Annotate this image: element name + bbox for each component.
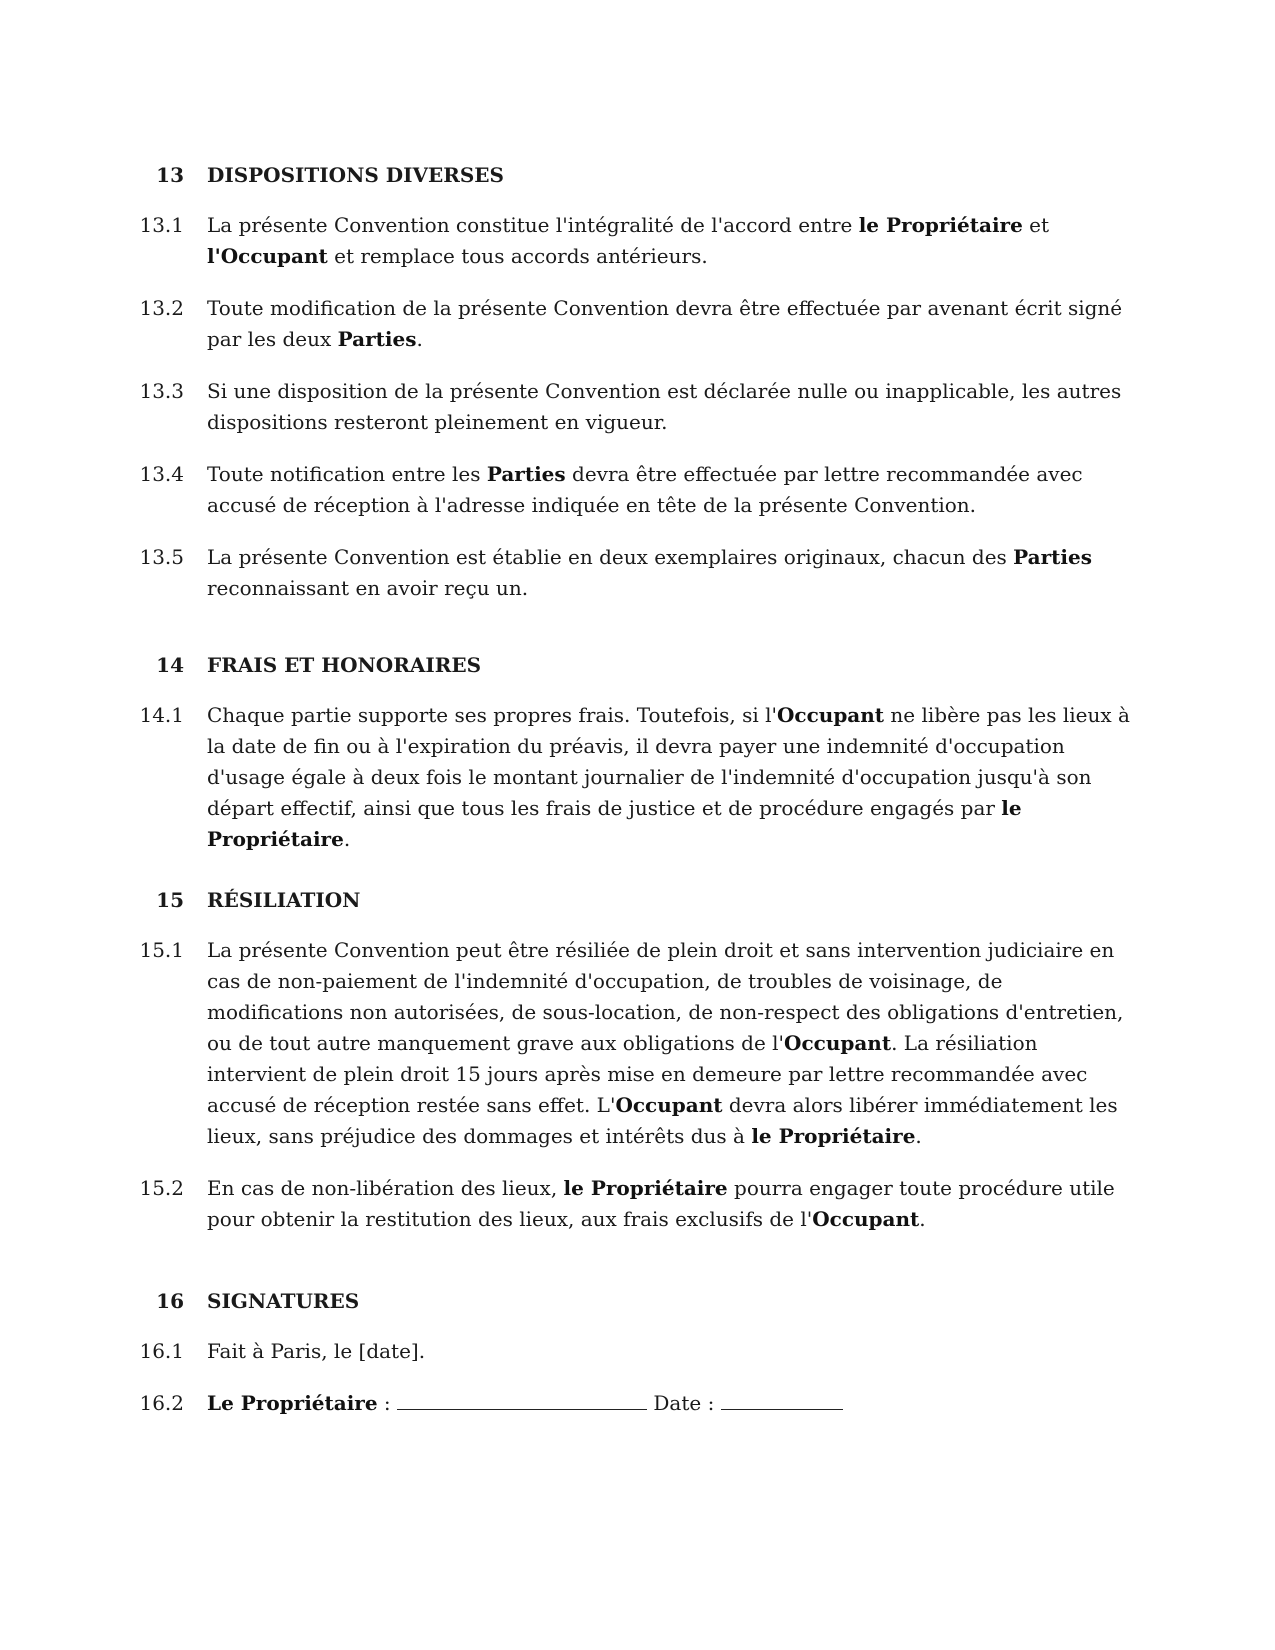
section-number: 14: [156, 653, 184, 677]
bold-term: Le Propriétaire: [207, 1391, 378, 1415]
clause-text: Le Propriétaire : Date :: [207, 1388, 1132, 1419]
section-16: [0, 1286, 1275, 1440]
section-13: [0, 160, 1275, 625]
clause-text: Toute notification entre les Parties devra être effectuée par lettre recommandée avec accusé de réception à l'adresse indiquée en tête de la présente Convention.: [207, 462, 1083, 517]
clause-13-2: [0, 293, 1275, 355]
clause-text: Fait à Paris, le [date].: [207, 1339, 426, 1363]
clause-text: Chaque partie supporte ses propres frais. Toutefois, si l'Occupant ne libère pas les lieux à la date de fin ou à l'expiration du préavis, il devra payer une indemnité d'occupation d'usage égale à deux fois le montant journalier de l'indemnité d'occupation jusqu'à son départ effectif, ainsi que tous les frais de justice et de procédure engagés par le Propriétaire.: [207, 703, 1130, 851]
clause-14-1: [0, 700, 1275, 855]
section-15: [0, 885, 1275, 1256]
bold-term: Occupant: [615, 1093, 723, 1117]
clause-13-4: [0, 459, 1275, 521]
clause-number: 16.1: [139, 1339, 184, 1363]
clause-16-2: [0, 1388, 1275, 1419]
clause-15-1: [0, 935, 1275, 1152]
clause-number: 13.4: [139, 462, 184, 486]
clause-number: 13.3: [139, 379, 184, 403]
bold-term: l'Occupant: [207, 244, 328, 268]
bold-term: le Propriétaire: [563, 1176, 728, 1200]
clause-number: 13.5: [139, 545, 184, 569]
clause-text: La présente Convention peut être résiliée de plein droit et sans intervention judiciaire en cas de non-paiement de l'indemnité d'occupation, de troubles de voisinage, de modifications non autorisées, de sous-location, de non-respect des obligations d'entretien, ou de tout autre manquement grave aux obligations de l'Occupant. La résiliation intervient de plein droit 15 jours après mise en demeure par lettre recommandée avec accusé de réception restée sans effet. L'Occupant devra alors libérer immédiatement les lieux, sans préjudice des dommages et intérêts dus à le Propriétaire.: [207, 938, 1124, 1148]
clause-15-2: [0, 1173, 1275, 1235]
clause-13-1: [0, 210, 1275, 272]
bold-term: Occupant: [784, 1031, 892, 1055]
clause-text: En cas de non-libération des lieux, le Propriétaire pourra engager toute procédure utile pour obtenir la restitution des lieux, aux frais exclusifs de l'Occupant.: [207, 1176, 1115, 1231]
bold-term: Parties: [1013, 545, 1092, 569]
section-heading: [0, 885, 1275, 915]
clause-number: 16.2: [139, 1391, 184, 1415]
clause-text: Si une disposition de la présente Convention est déclarée nulle ou inapplicable, les autres dispositions resteront pleinement en vigueur.: [207, 379, 1122, 434]
bold-term: Parties: [486, 462, 566, 486]
section-title: FRAIS ET HONORAIRES: [207, 653, 482, 677]
clause-number: 14.1: [139, 703, 184, 727]
bold-term: Occupant: [777, 703, 885, 727]
clause-13-5: [0, 542, 1275, 604]
clause-13-3: [0, 376, 1275, 438]
section-number: 13: [156, 163, 184, 187]
clause-text: Toute modification de la présente Convention devra être effectuée par avenant écrit signé par les deux Parties.: [207, 296, 1123, 351]
section-heading: [0, 1286, 1275, 1316]
clause-number: 13.2: [139, 296, 184, 320]
clause-16-1: [0, 1336, 1275, 1367]
section-number: 16: [156, 1289, 184, 1313]
clause-number: 15.2: [139, 1176, 184, 1200]
clause-text: La présente Convention constitue l'intégralité de l'accord entre le Propriétaire et l'Occupant et remplace tous accords antérieurs.: [207, 213, 1050, 268]
date-blank: [721, 1391, 843, 1410]
section-title: SIGNATURES: [207, 1289, 360, 1313]
section-number: 15: [156, 888, 184, 912]
clause-number: 15.1: [139, 938, 184, 962]
bold-term: le Propriétaire: [751, 1124, 916, 1148]
clause-number: 13.1: [139, 213, 184, 237]
signature-blank: [397, 1391, 647, 1410]
section-heading: [0, 650, 1275, 680]
section-title: DISPOSITIONS DIVERSES: [207, 163, 504, 187]
clause-text: La présente Convention est établie en deux exemplaires originaux, chacun des Parties reconnaissant en avoir reçu un.: [207, 545, 1092, 600]
bold-term: Occupant: [812, 1207, 920, 1231]
bold-term: le Propriétaire: [207, 796, 1022, 851]
bold-term: Parties: [337, 327, 417, 351]
bold-term: le Propriétaire: [858, 213, 1023, 237]
section-14: [0, 650, 1275, 876]
section-title: RÉSILIATION: [207, 888, 361, 912]
section-heading: [0, 160, 1275, 190]
